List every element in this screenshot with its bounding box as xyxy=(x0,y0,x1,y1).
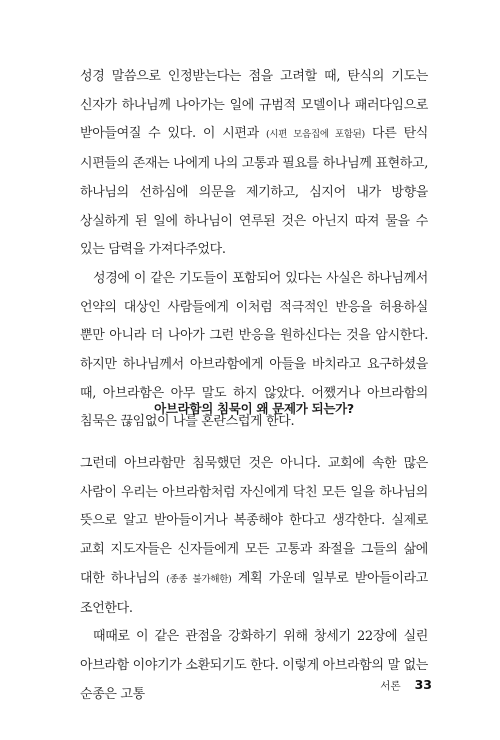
running-footer-section: 서론 xyxy=(380,680,401,692)
upper-text-block xyxy=(80,63,428,437)
paragraph-text: 그런데 아브라함만 침묵했던 것은 아니다. 교회에 속한 많은 사람이 우리는 아브라함처럼 자신에게 닥친 모든 일을 하나님의 뜻으로 알고 받아들이거나 복종해야 한다고 생각한다. 실제로 교회 지도자들은 신자들에게 모든 고통과 좌절을 그들의 삶에 대한 하나님의 xyxy=(80,456,428,586)
parenthetical-note: (시편 모음집에 포함된) xyxy=(266,129,365,141)
paragraph-text: 다른 탄식 시편들의 존재는 나에게 나의 고통과 필요를 하나님께 표현하고, 하나님의 선하심에 의문을 제기하고, 심지어 내가 방향을 상실하게 된 일에 하나님이 연루된 것은 아닌지 따져 물을 수 있는 담력을 가져다주었다. xyxy=(80,126,428,258)
paragraph-text: 계획 가운데 일부로 받아들이라고 조언한다. xyxy=(80,570,428,616)
paragraph-text: 성경 말씀으로 인정받는다는 점을 고려할 때, 탄식의 기도는 신자가 하나님께 나아가는 일에 규범적 모델이나 패러다임으로 받아들여질 수 있다. 이 시편과 xyxy=(80,69,428,142)
paragraph-genesis-22: 때때로 이 같은 관점을 강화하기 위해 창세기 22장에 실린 아브라함 이야기가 소환되기도 한다. 이렇게 아브라함의 말 없는 순종은 고통 xyxy=(80,629,428,702)
section-heading: 아브라함의 침묵이 왜 문제가 되는가? xyxy=(154,401,354,416)
lower-text-block xyxy=(80,450,428,709)
paragraph-lament-prayer xyxy=(80,63,428,265)
paragraph-church-view xyxy=(80,450,428,623)
paragraph-abraham-silence: 성경에 이 같은 기도들이 포함되어 있다는 사실은 하나님께서 언약의 대상인 사람들에게 이처럼 적극적인 반응을 허용하실 뿐만 아니라 더 나아가 그런 반응을 원하신다는 것을 암시한다. 하지만 하나님께서 아브라함에게 아들을 바치라고 요구하셨을 때, 아브라함은 아무 말도 하지 않았다. 어쨌거나 아브라함의 침묵은 끊임없이 나를 혼란스럽게 한다. xyxy=(80,270,428,430)
page-number: 33 xyxy=(414,677,432,692)
page-footer xyxy=(0,676,432,694)
parenthetical-note: (종종 불가해한) xyxy=(166,573,232,585)
